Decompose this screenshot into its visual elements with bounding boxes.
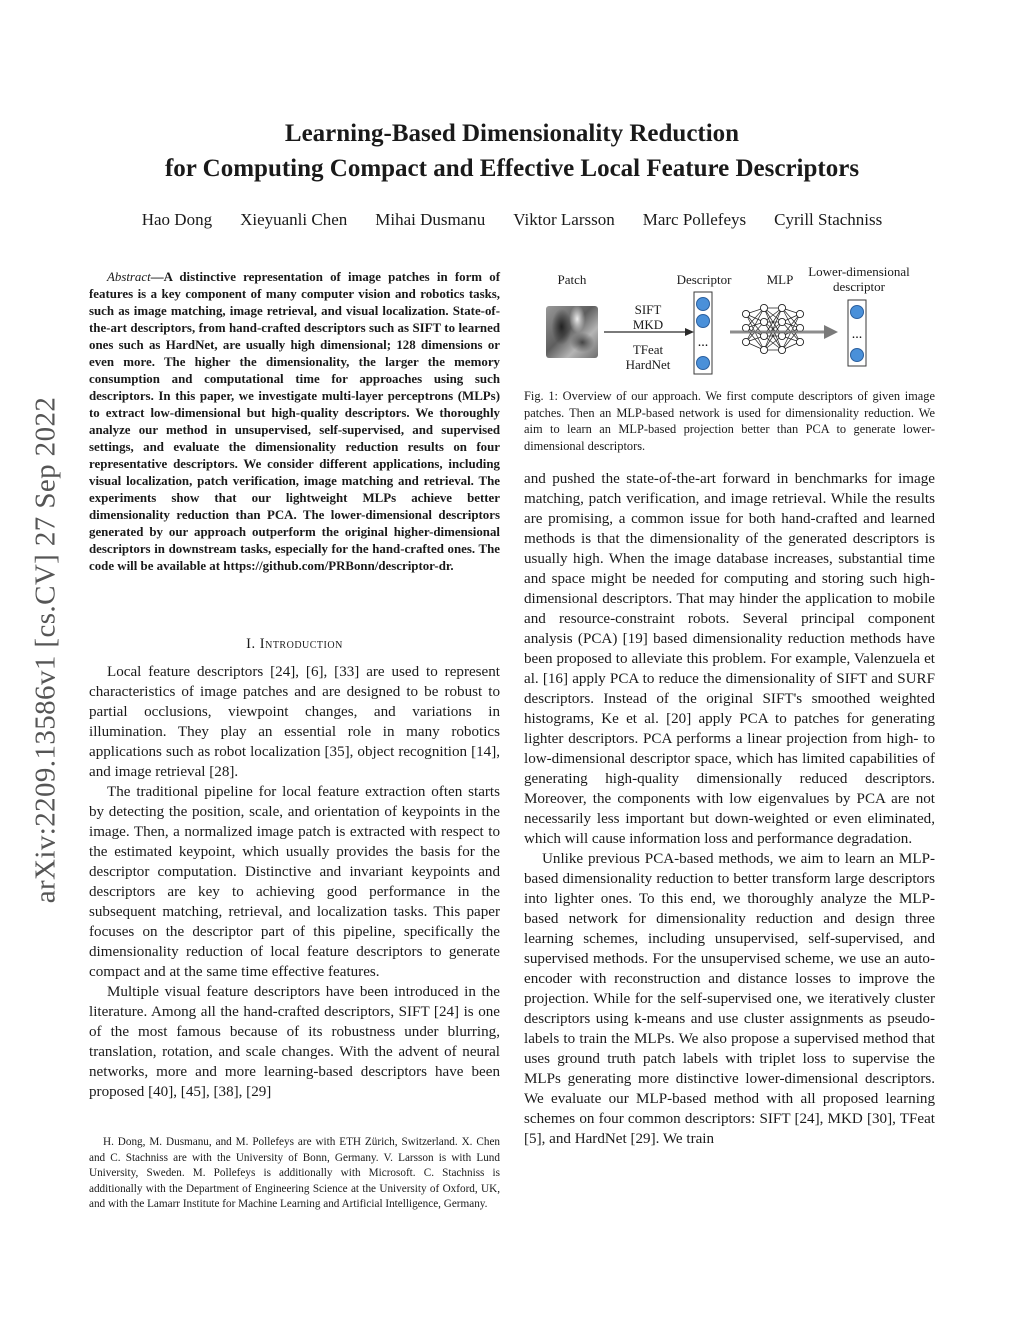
arxiv-id-text: arXiv:2209.13586v1 [cs.CV] 27 Sep 2022 [29, 396, 62, 904]
lower-dim-node [851, 349, 864, 362]
figure-1-overview [524, 262, 940, 386]
section-heading-introduction [89, 636, 500, 653]
lower-dim-ellipsis: ... [851, 327, 863, 342]
descriptor-node [697, 357, 710, 370]
author: Viktor Larsson [513, 210, 615, 229]
figure-diagram [524, 262, 940, 386]
paper-title [60, 116, 964, 186]
paragraph: Unlike previous PCA-based methods, we aim to learn an MLP-based dimensionality reduction to better transform large descriptors into lighter ones. To this end, we thoroughly analyze the MLP-based network for dimensionality reduction and design three learning schemes, including unsupervised, self-supervised, and supervised methods. For the unsupervised scheme, we use an auto-encoder with reconstruction and distance losses to improve the projection. While for the self-supervised one, we iteratively cluster descriptors using k-means and use cluster assignments as pseudo-labels to train the MLPs. We also propose a supervised method that uses ground truth patch labels with triplet loss to supervise the MLPs generating more distinctive lower-dimensional descriptors. We evaluate our MLP-based method with all proposed learning schemes on four common descriptors: SIFT [24], MKD [30], TFeat [5], and HardNet [29]. We train [524, 851, 935, 1147]
author-list [60, 210, 964, 230]
author: Hao Dong [141, 210, 213, 229]
author: Marc Pollefeys [642, 210, 747, 229]
figure-caption: Fig. 1: Overview of our approach. We first compute descriptors of given image patches. Then an MLP-based network is used for dimensionality reduction. We aim to learn an MLP-based projection better than PCA to generate lower-dimensional descriptors. [524, 389, 935, 453]
lower-dim-label-line2: descriptor [833, 279, 885, 294]
method-mkd: MKD [632, 317, 664, 332]
descriptor-ellipsis: ... [697, 335, 709, 350]
abstract-text: A distinctive representation of image patches in form of features is a key component of many computer vision and robotics tasks, such as image matching, image retrieval, and visual localization. State-of-the-art descriptors, from hand-crafted descriptors such as SIFT to learned ones such as HardNet, are usually high dimensional; 128 dimensions or even more. The higher the dimensionality, the larger the memory consumption and computational time for approaches using such descriptors. In this paper, we investigate multi-layer perceptrons (MLPs) to extract low-dimensional but high-quality descriptors. We thoroughly analyze our method in unsupervised, self-supervised, and supervised settings, and evaluate the dimensionality reduction results on four representative descriptors. We consider different applications, including visual localization, patch verification, image matching and retrieval. The experiments show that our lightweight MLPs achieve better dimensionality reduction than PCA. The lower-dimensional descriptors generated by our approach outperform the original higher-dimensional descriptors in downstream tasks, especially for the hand-crafted ones. The code will be available at https://github.com/PRBonn/descriptor-dr. [89, 270, 500, 573]
paragraph: Multiple visual feature descriptors have been introduced in the literature. Among all the hand-crafted descriptors, SIFT [24] is one of the most famous because of its robustness under blurring, translation, rotation, and scale changes. With the advent of neural networks, more and more learning-based descriptors have been proposed [40], [45], [38], [29] [89, 984, 500, 1100]
lower-dim-label-line1: Lower-dimensional [808, 264, 910, 279]
abstract-dash: — [150, 270, 164, 284]
method-hardnet: HardNet [625, 357, 671, 372]
paragraph: The traditional pipeline for local feature extraction often starts by detecting the position, scale, and orientation of keypoints in the image. Then, a normalized image patch is extracted with respect to the estimated keypoint, which usually provides the basis for the descriptor computation. Distinctive and invariant keypoints and descriptors are key to achieving good performance in the subsequent matching, retrieval, and localization tasks. This paper focuses on the descriptor part of this pipeline, specifically the dimensionality reduction of local feature descriptors to generate compact and at the same time effective features. [89, 784, 500, 980]
affiliation-footnote [89, 1135, 500, 1213]
mlp-node [760, 346, 767, 353]
descriptor-label: Descriptor [676, 272, 732, 287]
method-tfeat: TFeat [632, 342, 664, 357]
mlp-node [760, 318, 767, 325]
arrow-head [824, 325, 838, 339]
mlp-node [796, 310, 803, 317]
footnote-text: H. Dong, M. Dusmanu, and M. Pollefeys are with ETH Zürich, Switzerland. X. Chen and C. Stachniss are with the University of Bonn, Germany. V. Larsson is with Lund University, Sweden. M. Pollefeys is additionally with Microsoft. C. Stachniss is additionally with the Department of Engineering Science at the University of Oxford, UK, and with the Lamarr Institute for Machine Learning and Artificial Intelligence, Germany. [89, 1136, 500, 1210]
author: Cyrill Stachniss [774, 210, 883, 229]
abstract [89, 269, 500, 575]
mlp-network [746, 308, 800, 350]
mlp-node [778, 318, 785, 325]
title-line-1: Learning-Based Dimensionality Reduction [284, 120, 740, 147]
right-column-body [524, 469, 935, 1149]
mlp-node [742, 338, 749, 345]
paragraph: and pushed the state-of-the-art forward in benchmarks for image matching, patch verification, and image retrieval. While the results are promising, a common issue for both hand-crafted and learned methods is that the dimensionality of the generated descriptors is usually high. When the image database increases, substantial time and space might be needed for computing and storing such high-dimensional descriptors. That may hinder the application to mobile and resource-constraint robots. Several principal component analysis (PCA) [19] based dimensionality reduction methods have been proposed to alleviate this problem. For example, Valenzuela et al. [16] apply PCA to reduce the dimensionality of SIFT and SURF descriptors. Instead of the original SIFT's smoothed weighted histograms, Ke et al. [20] apply PCA to patches for generating lighter descriptors. PCA performs a linear projection from high- to low-dimensional descriptor space, which has limited capabilities of generating high-quality dimensionally reduced descriptors. Moreover, the components with low eigenvalues by PCA are not necessarily less important but down-weighted or even eliminated, which will cause information loss and performance degradation. [524, 471, 935, 847]
author: Mihai Dusmanu [375, 210, 486, 229]
mlp-node [778, 346, 785, 353]
section-title: Introduction [259, 636, 343, 652]
mlp-node [760, 304, 767, 311]
descriptor-node [697, 298, 710, 311]
left-column-body [89, 662, 500, 1102]
lower-dim-node [851, 306, 864, 319]
arrow-head [685, 328, 694, 336]
mlp-node [796, 338, 803, 345]
section-number: I. [246, 636, 256, 652]
author: Xieyuanli Chen [240, 210, 348, 229]
mlp-node [742, 310, 749, 317]
method-sift: SIFT [634, 302, 662, 317]
patch-label: Patch [557, 272, 587, 287]
arxiv-sidebar-id [22, 350, 70, 950]
mlp-node [778, 304, 785, 311]
title-line-2: for Computing Compact and Effective Local Feature Descriptors [164, 155, 860, 182]
paragraph: Local feature descriptors [24], [6], [33] are used to represent characteristics of image patches and are designed to be robust to partial occlusions, viewpoint changes, and variations in illumination. They play an essential role in many robotics applications such as robot localization [35], object recognition [14], and image retrieval [28]. [89, 664, 500, 780]
abstract-label: Abstract [107, 270, 151, 284]
descriptor-node [697, 315, 710, 328]
mlp-label: MLP [766, 272, 794, 287]
